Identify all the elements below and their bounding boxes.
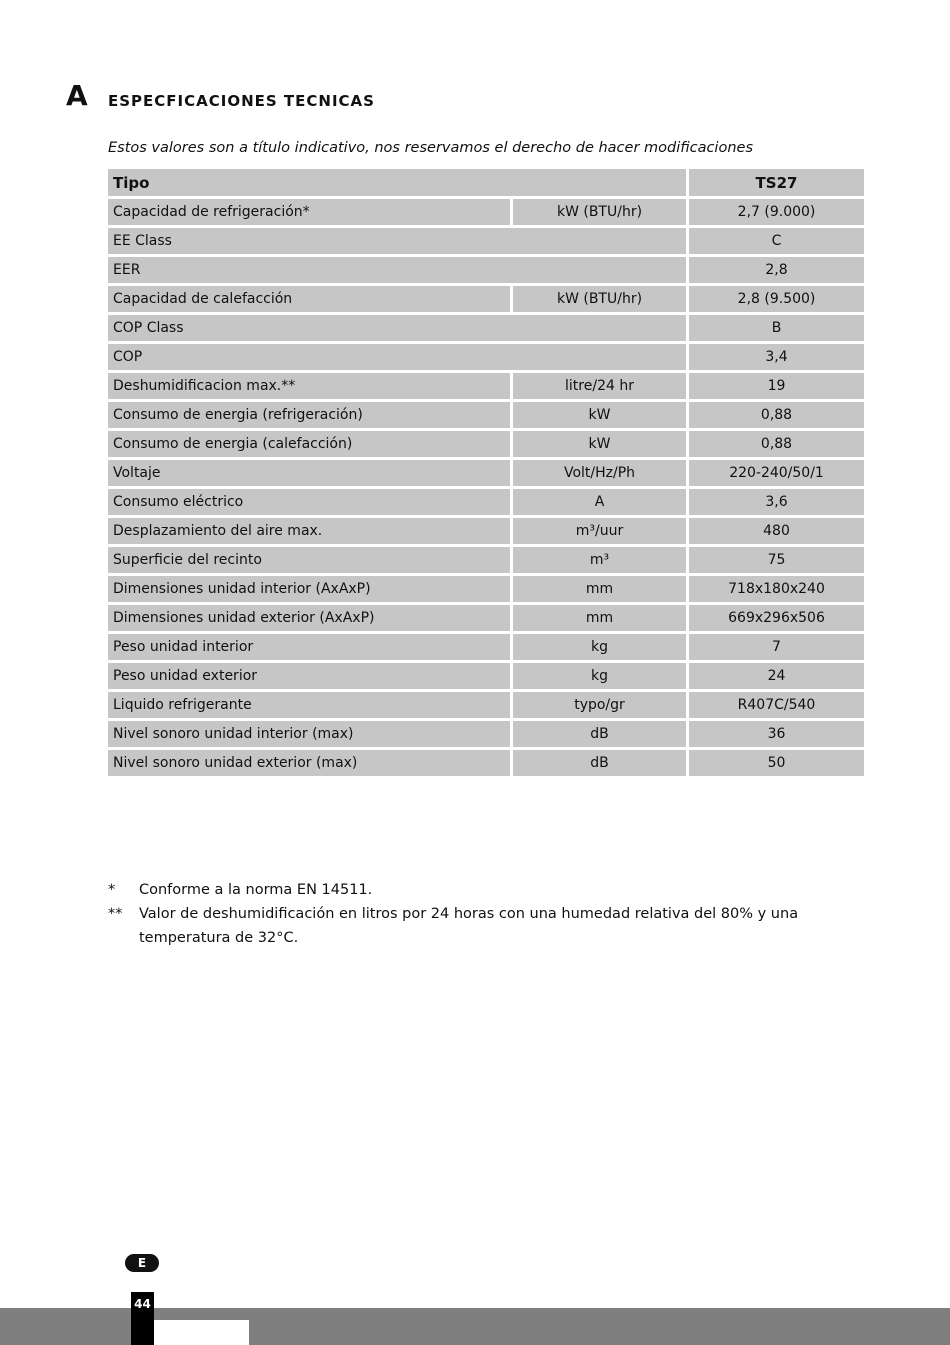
row-label: COP Class: [108, 315, 686, 341]
row-value: R407C/540: [689, 692, 864, 718]
row-value: 24: [689, 663, 864, 689]
row-label: Consumo de energia (calefacción): [108, 431, 510, 457]
table-row: [108, 663, 864, 689]
footnote-mark: **: [108, 906, 123, 922]
row-label: Nivel sonoro unidad interior (max): [108, 721, 510, 747]
section-letter: A: [66, 79, 88, 112]
row-label: Dimensiones unidad exterior (AxAxP): [108, 605, 510, 631]
row-value: 2,8: [689, 257, 864, 283]
table-row: [108, 315, 864, 341]
table-row: [108, 634, 864, 660]
row-value: 220-240/50/1: [689, 460, 864, 486]
row-label: Superficie del recinto: [108, 547, 510, 573]
section-subtitle: Estos valores son a título indicativo, nos reservamos el derecho de hacer modificaciones: [108, 140, 754, 156]
table-row: [108, 402, 864, 428]
table-row: [108, 257, 864, 283]
row-value: 2,8 (9.500): [689, 286, 864, 312]
row-unit: dB: [513, 750, 686, 776]
row-value: 36: [689, 721, 864, 747]
table-row: [108, 344, 864, 370]
footnote-mark: *: [108, 882, 116, 898]
row-value: C: [689, 228, 864, 254]
footnote: [108, 878, 860, 902]
header-type-label: Tipo: [108, 169, 686, 196]
row-unit: litre/24 hr: [513, 373, 686, 399]
table-row: [108, 460, 864, 486]
row-value: 3,4: [689, 344, 864, 370]
row-label: Nivel sonoro unidad exterior (max): [108, 750, 510, 776]
row-unit: mm: [513, 605, 686, 631]
language-badge: E: [125, 1254, 159, 1272]
row-unit: kg: [513, 663, 686, 689]
table-row: [108, 199, 864, 225]
row-value: 0,88: [689, 431, 864, 457]
row-label: Desplazamiento del aire max.: [108, 518, 510, 544]
row-unit: typo/gr: [513, 692, 686, 718]
footnote-text: Valor de deshumidificación en litros por 24 horas con una humedad relativa del 80% y una temperatura de 32°C.: [139, 906, 799, 946]
table-row: [108, 518, 864, 544]
row-unit: mm: [513, 576, 686, 602]
header-model: TS27: [689, 169, 864, 196]
row-label: Capacidad de calefacción: [108, 286, 510, 312]
row-unit: kW (BTU/hr): [513, 199, 686, 225]
row-label: Capacidad de refrigeración*: [108, 199, 510, 225]
footnote-text: Conforme a la norma EN 14511.: [139, 882, 373, 898]
row-value: 2,7 (9.000): [689, 199, 864, 225]
table-row: [108, 489, 864, 515]
row-label: Voltaje: [108, 460, 510, 486]
row-label: Liquido refrigerante: [108, 692, 510, 718]
row-unit: m³/uur: [513, 518, 686, 544]
row-label: EE Class: [108, 228, 686, 254]
row-unit: kW (BTU/hr): [513, 286, 686, 312]
row-value: 3,6: [689, 489, 864, 515]
table-row: [108, 605, 864, 631]
row-label: COP: [108, 344, 686, 370]
row-label: Deshumidificacion max.**: [108, 373, 510, 399]
row-label: Peso unidad interior: [108, 634, 510, 660]
row-label: Peso unidad exterior: [108, 663, 510, 689]
row-value: 718x180x240: [689, 576, 864, 602]
table-row: [108, 228, 864, 254]
table-header-row: [108, 169, 864, 196]
row-value: B: [689, 315, 864, 341]
row-unit: kW: [513, 431, 686, 457]
row-unit: kg: [513, 634, 686, 660]
table-row: [108, 721, 864, 747]
row-value: 7: [689, 634, 864, 660]
row-value: 0,88: [689, 402, 864, 428]
row-label: Dimensiones unidad interior (AxAxP): [108, 576, 510, 602]
table-row: [108, 431, 864, 457]
row-unit: kW: [513, 402, 686, 428]
table-row: [108, 286, 864, 312]
table-row: [108, 692, 864, 718]
table-row: [108, 547, 864, 573]
row-label: Consumo eléctrico: [108, 489, 510, 515]
footnotes: [108, 878, 860, 950]
table-row: [108, 373, 864, 399]
footer-notch: [154, 1320, 249, 1345]
row-label: Consumo de energia (refrigeración): [108, 402, 510, 428]
table-row: [108, 750, 864, 776]
row-value: 480: [689, 518, 864, 544]
row-value: 75: [689, 547, 864, 573]
row-unit: m³: [513, 547, 686, 573]
page-number: 44: [134, 1297, 151, 1311]
row-value: 50: [689, 750, 864, 776]
row-unit: A: [513, 489, 686, 515]
row-unit: dB: [513, 721, 686, 747]
specifications-table: [105, 166, 867, 779]
row-value: 669x296x506: [689, 605, 864, 631]
row-value: 19: [689, 373, 864, 399]
section-title: ESPECFICACIONES TECNICAS: [108, 92, 375, 110]
footnote: [108, 902, 860, 950]
row-label: EER: [108, 257, 686, 283]
table-row: [108, 576, 864, 602]
row-unit: Volt/Hz/Ph: [513, 460, 686, 486]
